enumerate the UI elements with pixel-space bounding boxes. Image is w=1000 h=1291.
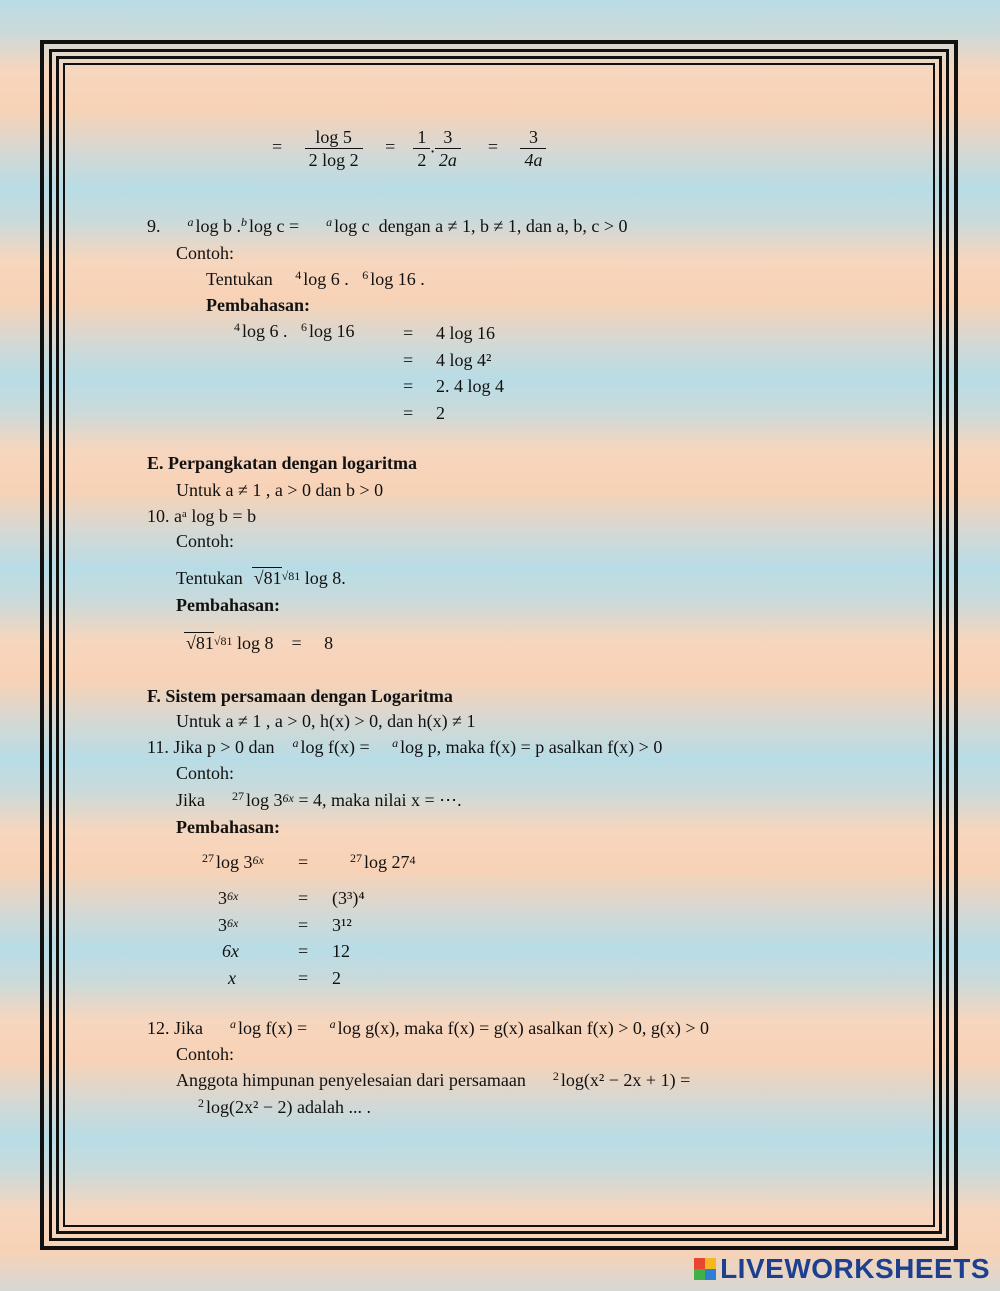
item9-eq-col: = = = =	[403, 323, 414, 423]
item12-question-2: $^2$ log(2x² − 2) adalah ... .	[198, 1096, 372, 1117]
item10-task: Tentukan $√81^{√81}$ log 8.	[176, 568, 346, 588]
logo-blocks-icon	[694, 1258, 716, 1280]
item11-pembahasan: Pembahasan:	[176, 817, 281, 837]
section-f-title: F. Sistem persamaan dengan Logaritma	[147, 686, 453, 706]
fraction-log5: $\frac{\log 5}{2 \log 2}$	[305, 126, 363, 171]
item11-question: Jika $^{27}$ $\log 3^{6x} = 4$, maka nilai x = ⋯.	[176, 789, 462, 810]
item9-contoh: Contoh:	[176, 243, 235, 263]
item9-steps: 4 log 16 4 log 4² 2. 4 log 4 2	[436, 323, 505, 423]
item11-contoh: Contoh:	[176, 763, 235, 783]
item10-answer: $√81^{√81}$ log 8 = 8	[186, 633, 334, 653]
item11-rule: 11. Jika p > 0 dan $^a$ log f(x) = $^a$ log p, maka f(x) = p asalkan f(x) > 0	[147, 736, 663, 757]
top-fraction-line: = $\frac{\log 5}{2 \log 2}$ = $\frac{1}{2}$ . $\frac{3}{2a}$ = $\frac{3}{4a}$	[272, 126, 546, 171]
item11-steps-right: (3³)⁴ 3¹² 12 2	[332, 888, 365, 988]
item11-lhs: $^{27}$ $\log 3^{6x}$	[202, 851, 264, 872]
item12-rule: 12. Jika $^a$ log f(x) = $^a$ log g(x), maka f(x) = g(x) asalkan f(x) > 0, g(x) > 0	[147, 1017, 709, 1038]
section-e-cond: Untuk a ≠ 1 , a > 0 dan b > 0	[176, 480, 384, 500]
item9-task: Tentukan $^4$ log 6 . $^6$ log 16 .	[206, 268, 425, 289]
item11-eq0: =	[298, 852, 309, 872]
item9-pembahasan: Pembahasan:	[206, 295, 311, 315]
item12-question-1: Anggota himpunan penyelesaian dari persamaan $^2$ log(x² − 2x + 1) =	[176, 1069, 691, 1090]
item9-lhs: $^4$ log 6 . $^6$ log 16	[234, 320, 355, 341]
section-e-title: E. Perpangkatan dengan logaritma	[147, 453, 418, 473]
item10-contoh: Contoh:	[176, 531, 235, 551]
liveworksheets-logo[interactable]: LIVEWORKSHEETS	[694, 1253, 990, 1285]
item9-rule: 9. $^a$ log b .$^b$ log c = $^a$ log c dengan a ≠ 1, b ≠ 1, dan a, b, c > 0	[147, 215, 628, 236]
item11-rhs: $^{27}$ $\log 27^4$	[350, 851, 416, 872]
item10-pembahasan: Pembahasan:	[176, 595, 281, 615]
item10-rule: 10. aᵃ log b = b	[147, 506, 257, 526]
section-f-cond: Untuk a ≠ 1 , a > 0, h(x) > 0, dan h(x) ≠ 1	[176, 711, 476, 731]
item12-contoh: Contoh:	[176, 1044, 235, 1064]
item11-steps-eq: = = = =	[298, 888, 309, 988]
item11-steps-left: $3^{6x}$ $3^{6x}$ 6x x	[218, 888, 239, 988]
